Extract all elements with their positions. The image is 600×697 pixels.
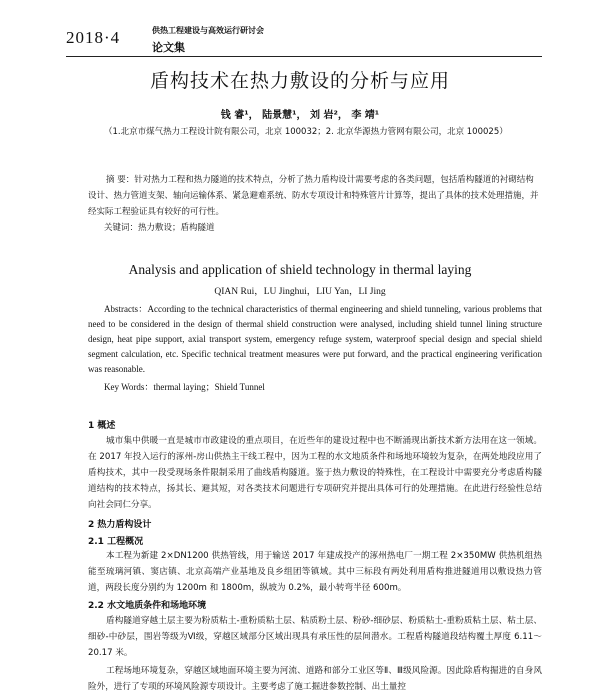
- section-2-1-heading: 2.1 工程概况: [88, 537, 144, 547]
- journal-name: 供热工程建设与高效运行研讨会: [152, 26, 264, 35]
- section-2-2-text-2: 工程场地环境复杂，穿越区域地面环境主要为河流、道路和部分工业区等Ⅱ、Ⅲ级风险源。因此除盾构掘进的自身风险外，进行了专项的环境风险源专项设计。主要考虑了施工掘进参数控制、出土量控: [88, 666, 542, 692]
- section-2-2-text: 盾构隧道穿越土层主要为粉质粘土-重粉质粘土层、粘质粉土层、粉砂-细砂层、粉质粘土-重粉质粘土层、粘土层、细砂-中砂层，围岩等级为Ⅵ级，穿越区域部分区域出现具有承压性的层间潜水。工程盾构隧道段结构覆土厚度 6.11～20.17 米。: [88, 616, 542, 658]
- section-2-1-text: 本工程为新建 2×DN1200 供热管线，用于输送 2017 年建成投产的涿州热电厂一期工程 2×350MW 供热机组热能至琉璃河镇、窦店镇、北京高端产业基地及良乡组团等镇域。其中三标段有两处利用盾构推进隧道用以敷设热力管道，两段长度分别约为 1200m 和 1800m，纵坡为 0.2%，最小转弯半径 600m。: [88, 551, 542, 593]
- section-2-2-heading: 2.2 水文地质条件和场地环境: [88, 601, 207, 611]
- keywords-cn: 关键词：热力敷设；盾构隧道: [104, 223, 215, 233]
- header-rule: [66, 56, 542, 57]
- title-en: Analysis and application of shield technology in thermal laying: [128, 262, 472, 277]
- section-name: 论文集: [152, 41, 185, 54]
- year-issue: 2018·4: [66, 28, 121, 47]
- authors-cn: 钱 睿¹， 陆景慧¹， 刘 岩²， 李 靖¹: [220, 110, 380, 121]
- section-2-heading: 2 热力盾构设计: [88, 520, 152, 530]
- keywords-en: Key Words：thermal laying；Shield Tunnel: [104, 382, 265, 392]
- section-1-heading: 1 概述: [88, 421, 116, 431]
- title-cn: 盾构技术在热力敷设的分析与应用: [149, 70, 450, 92]
- affiliation-cn: （1.北京市煤气热力工程设计院有限公司，北京 100032；2. 北京华源热力管网有限公司，北京 100025）: [104, 127, 508, 137]
- authors-en: QIAN Rui，LU Jinghui，LIU Yan，LI Jing: [214, 287, 386, 297]
- abstract-en: Abstracts：According to the technical characteristics of thermal engineering and shield tunneling, various problems that need to be considered in the design of thermal shield construction were analysed, including shield tunnel lining structure design, heat pipe support, axial transport system, emergency refuge system, waterproof special design and special shield segment calculation, etc. Specific technical treatment measures were put forward, and the practical engineering verification was reasonable.: [88, 304, 542, 374]
- section-1-text: 城市集中供暖一直是城市市政建设的重点项目，在近些年的建设过程中也不断涌现出新技术新方法用在这一领域。在 2017 年投入运行的涿州-房山供热主干线工程中，因为工程的水文地质条件和场地环境较为复杂，在两处地段应用了盾构技术，其中一段受现场条件限制采用了曲线盾构隧道。鉴于热力敷设的特殊性，在工程设计中需要充分考虑盾构隧道结构的技术特点，扬其长、避其短，对各类技术问题进行专项研究并提出具体可行的处理措施。在此进行经验性总结向社会同仁分享。: [88, 436, 542, 510]
- abstract-cn: 摘 要：针对热力工程和热力隧道的技术特点，分析了热力盾构设计需要考虑的各类问题，包括盾构隧道的衬砌结构设计、热力管道支架、轴向运输体系、紧急避难系统、防水专项设计和特殊管片计算等，提出了具体的技术处理措施，并经实际工程验证具有较好的可行性。: [88, 175, 539, 217]
